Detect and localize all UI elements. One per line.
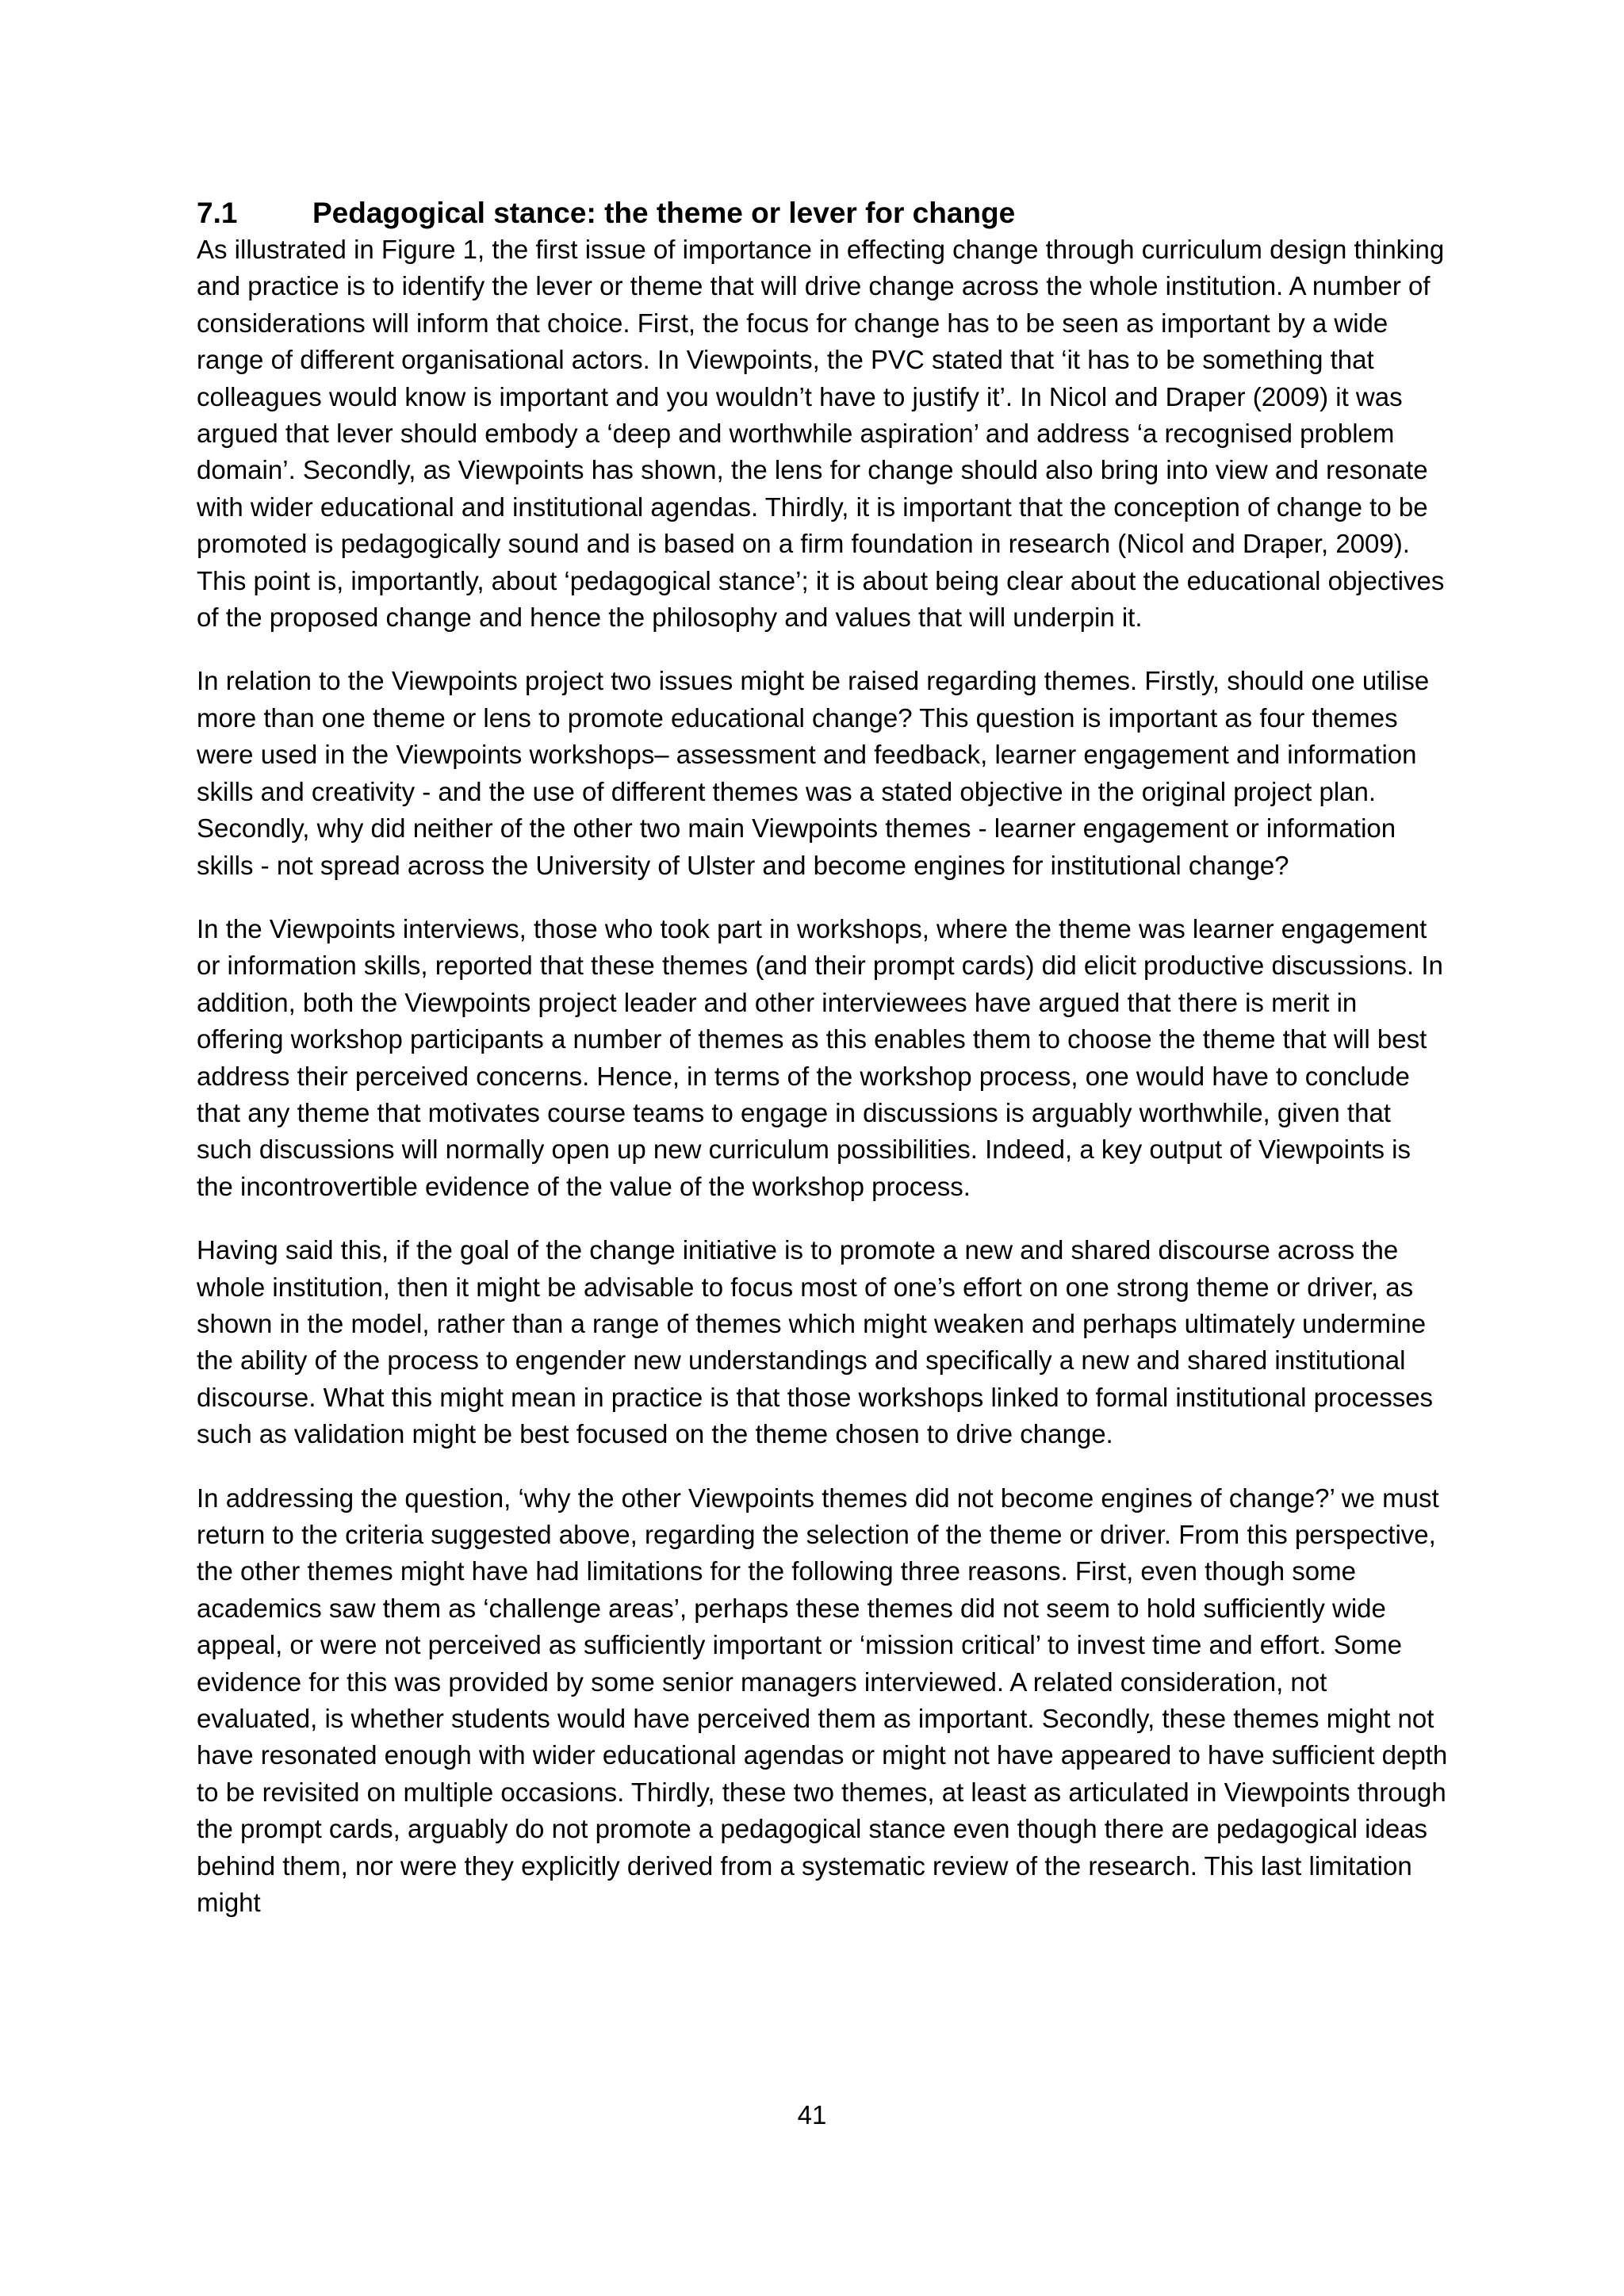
paragraph-3: In the Viewpoints interviews, those who took part in workshops, where the theme was learner engagement or information skills, reported that these themes (and their prompt cards) did elicit productive discussions. In addition, both the Viewpoints project leader and other interviewees have argued that there is merit in offering workshop participants a number of themes as this enables them to choose the theme that will best address their perceived concerns. Hence, in terms of the workshop process, one would have to conclude that any theme that motivates course teams to engage in discussions is arguably worthwhile, given that such discussions will normally open up new curriculum possibilities. Indeed, a key output of Viewpoints is the incontrovertible evidence of the value of the workshop process. [197, 913, 1443, 1201]
section-title: Pedagogical stance: the theme or lever for change [312, 197, 1016, 229]
paragraph-5: In addressing the question, ‘why the other Viewpoints themes did not become engines of change?’ we must return to the criteria suggested above, regarding the selection of the theme or driver. From this perspective, the other themes might have had limitations for the following three reasons. First, even though some academics saw them as ‘challenge areas’, perhaps these themes did not seem to hold sufficiently wide appeal, or were not perceived as sufficiently important or ‘mission critical’ to invest time and effort. Some evidence for this was provided by some senior managers interviewed. A related consideration, not evaluated, is whether students would have perceived them as important. Secondly, these themes might not have resonated enough with wider educational agendas or might not have appeared to have sufficient depth to be revisited on multiple occasions. Thirdly, these two themes, at least as articulated in Viewpoints through the prompt cards, arguably do not promote a pedagogical stance even though there are pedagogical ideas behind them, nor were they explicitly derived from a systematic review of the research. This last limitation might [197, 1483, 1448, 1918]
page-content [197, 195, 1450, 1948]
section-number: 7.1 [197, 197, 238, 229]
page-number: 41 [797, 2100, 827, 2130]
paragraph-4: Having said this, if the goal of the change initiative is to promote a new and shared discourse across the whole institution, then it might be advisable to focus most of one’s effort on one strong theme or driver, as shown in the model, rather than a range of themes which might weaken and perhaps ultimately undermine the ability of the process to engender new understandings and specifically a new and shared institutional discourse. What this might mean in practice is that those workshops linked to formal institutional processes such as validation might be best focused on the theme chosen to drive change. [197, 1235, 1434, 1449]
paragraph-1: As illustrated in Figure 1, the first issue of importance in effecting change through curriculum design thinking and practice is to identify the lever or theme that will drive change across the whole institution. A number of considerations will inform that choice. First, the focus for change has to be seen as important by a wide range of different organisational actors. In Viewpoints, the PVC stated that ‘it has to be something that colleagues would know is important and you wouldn’t have to justify it’. In Nicol and Draper (2009) it was argued that lever should embody a ‘deep and worthwhile aspiration’ and address ‘a recognised problem domain’. Secondly, as Viewpoints has shown, the lens for change should also bring into view and resonate with wider educational and institutional agendas. Thirdly, it is important that the conception of change to be promoted is pedagogically sound and is based on a firm foundation in research (Nicol and Draper, 2009). This point is, importantly, about ‘pedagogical stance’; it is about being clear about the educational objectives of the proposed change and hence the philosophy and values that will underpin it. [197, 235, 1445, 633]
paragraph-2: In relation to the Viewpoints project two issues might be raised regarding themes. Firstly, should one utilise more than one theme or lens to promote educational change? This question is important as four themes were used in the Viewpoints workshops– assessment and feedback, learner engagement and information skills and creativity - and the use of different themes was a stated objective in the original project plan. Secondly, why did neither of the other two main Viewpoints themes - learner engagement or information skills - not spread across the University of Ulster and become engines for institutional change? [197, 666, 1430, 880]
section-heading [197, 195, 1450, 232]
